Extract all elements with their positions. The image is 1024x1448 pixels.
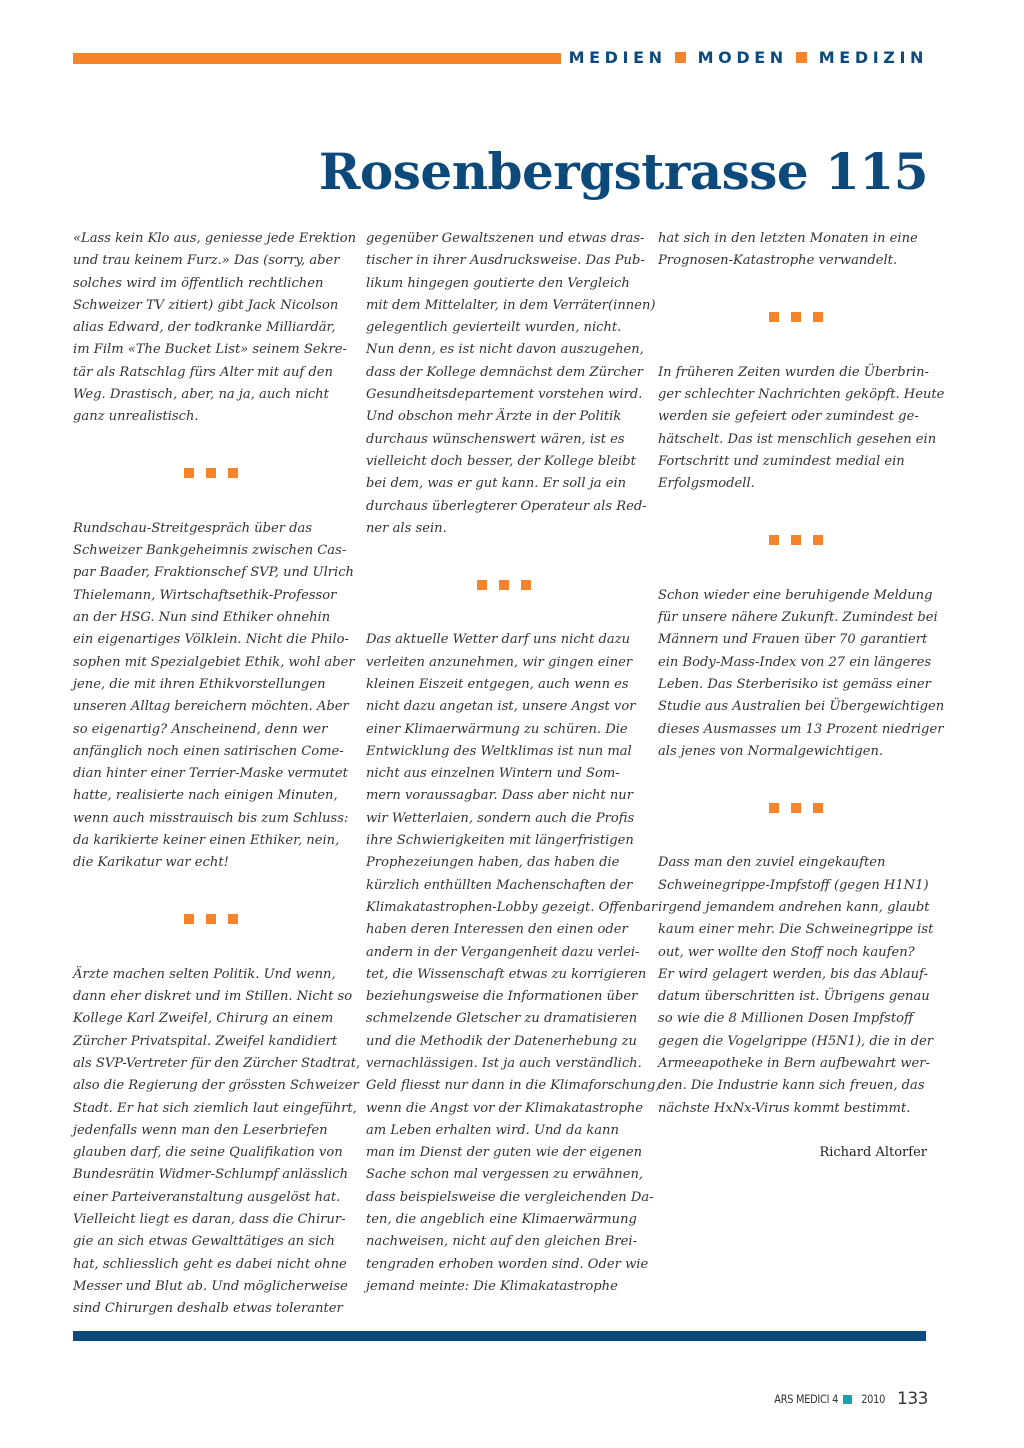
text-line: an der HSG. Nun sind Ethiker ohnehin — [73, 610, 331, 626]
paragraph — [658, 362, 945, 496]
text-line: Ärzte machen selten Politik. Und wenn, — [73, 966, 336, 982]
section-header — [569, 48, 928, 67]
text-line: werden sie gefeiert oder zumindest ge- — [658, 409, 919, 425]
text-line: kleinen Eiszeit entgegen, auch wenn es — [366, 676, 629, 692]
text-line: In früheren Zeiten wurden die Überbrin- — [658, 364, 929, 380]
text-line: hätschelt. Das ist menschlich gesehen ein — [658, 431, 937, 447]
section-divider — [366, 540, 641, 629]
page-footer — [763, 1389, 928, 1409]
paragraph — [658, 585, 945, 763]
text-line: Schweinegrippe-Impfstoff (gegen H1N1) — [658, 877, 929, 893]
text-line: als jenes von Normalgewichtigen. — [658, 743, 884, 759]
text-line: Er wird gelagert werden, bis das Ablauf- — [658, 966, 928, 982]
paragraph — [73, 518, 355, 875]
text-line: im Film «The Bucket List» seinem Sekre- — [73, 342, 347, 358]
text-line: jedenfalls wenn man den Leserbriefen — [73, 1122, 328, 1138]
text-line: Vielleicht liegt es daran, dass die Chirur- — [73, 1212, 346, 1228]
text-line: durchaus überlegterer Operateur als Red- — [366, 498, 647, 514]
footer-year: 2010 — [861, 1392, 886, 1406]
divider-square-icon — [769, 535, 779, 545]
column-3 — [658, 228, 945, 1164]
text-line: da karikierte keiner einen Ethiker, nein, — [73, 833, 340, 849]
text-line: Schweizer TV zitiert) gibt Jack Nicolson — [73, 297, 339, 313]
top-accent-bar — [73, 53, 561, 64]
text-line: sophen mit Spezialgebiet Ethik, wohl aber — [73, 654, 355, 670]
text-line: gelegentlich gevierteilt wurden, nicht. — [366, 320, 622, 336]
text-line: nicht aus einzelnen Wintern und Som- — [366, 766, 620, 782]
text-line: und trau keinem Furz.» Das (sorry, aber — [73, 253, 340, 269]
text-line: tengraden erhoben worden sind. Oder wie — [366, 1256, 649, 1272]
paragraph — [73, 228, 357, 429]
text-line: also die Regierung der grössten Schweizer — [73, 1078, 359, 1094]
text-line: Prognosen-Katastrophe verwandelt. — [658, 253, 898, 269]
text-line: am Leben erhalten wird. Und da kann — [366, 1122, 619, 1138]
text-line: wenn auch misstrauisch bis zum Schluss: — [73, 810, 349, 826]
author-name: Richard Altorfer — [819, 1145, 927, 1161]
text-line: einer Parteiveranstaltung ausgelöst hat. — [73, 1189, 341, 1205]
section-divider — [73, 875, 348, 964]
text-line: likum hingegen goutierte den Vergleich — [366, 275, 630, 291]
text-line: als SVP-Vertreter für den Zürcher Stadtrat, — [73, 1055, 361, 1071]
divider-square-icon — [499, 580, 509, 590]
text-line: und die Methodik der Datenerhebung zu — [366, 1033, 637, 1049]
text-line: unseren Alltag bereichern möchten. Aber — [73, 699, 349, 715]
text-line: so wie die 8 Millionen Dosen Impfstoff — [658, 1011, 914, 1027]
text-line: Zürcher Privatspital. Zweifel kandidiert — [73, 1033, 338, 1049]
text-line: nächste HxNx-Virus kommt bestimmt. — [658, 1100, 911, 1116]
text-line: Sache schon mal vergessen zu erwähnen, — [366, 1167, 644, 1183]
text-line: gegenüber Gewaltszenen und etwas dras- — [366, 231, 645, 246]
text-line: bei dem, was er gut kann. Er soll ja ein — [366, 476, 627, 492]
divider-square-icon — [184, 468, 194, 478]
text-line: haben deren Interessen den einen oder — [366, 922, 628, 938]
paragraph — [366, 228, 656, 540]
divider-square-icon — [769, 803, 779, 813]
text-line: irgend jemandem andrehen kann, glaubt — [658, 899, 930, 915]
section-divider — [658, 496, 933, 585]
text-line: solches wird im öffentlich rechtlichen — [73, 275, 324, 291]
divider-square-icon — [813, 312, 823, 322]
text-line: Weg. Drastisch, aber, na ja, auch nicht — [73, 387, 329, 403]
section-medizin: MEDIZIN — [818, 48, 928, 67]
section-divider — [658, 273, 933, 362]
text-line: ger schlechter Nachrichten geköpft. Heute — [658, 387, 945, 403]
text-line: gegen die Vogelgrippe (H5N1), die in der — [658, 1033, 934, 1049]
paragraph — [658, 228, 933, 273]
text-line: out, wer wollte den Stoff noch kaufen? — [658, 944, 915, 960]
text-line: man im Dienst der guten wie der eigenen — [366, 1145, 643, 1161]
paragraph — [366, 629, 660, 1298]
text-line: mit dem Mittelalter, in dem Verräter(innen) — [366, 297, 656, 313]
text-line: Nun denn, es ist nicht davon auszugehen, — [366, 342, 644, 358]
text-line: Kollege Karl Zweifel, Chirurg an einem — [73, 1011, 334, 1027]
text-line: vernachlässigen. Ist ja auch verständlich. — [366, 1055, 642, 1071]
text-line: andern in der Vergangenheit dazu verlei- — [366, 944, 640, 960]
section-moden: MODEN — [697, 48, 788, 67]
divider-square-icon — [791, 535, 801, 545]
text-line: Und obschon mehr Ärzte in der Politik — [366, 409, 622, 425]
text-line: dian hinter einer Terrier-Maske vermutet — [73, 766, 348, 782]
footer-square — [843, 1395, 852, 1404]
text-line: Gesundheitsdepartement vorstehen wird. — [366, 387, 643, 403]
bottom-rule — [73, 1331, 926, 1341]
divider-square-icon — [791, 803, 801, 813]
text-line: vielleicht doch besser, der Kollege bleibt — [366, 453, 636, 469]
text-line: jene, die mit ihren Ethikvorstellungen — [73, 676, 326, 692]
text-line: «Lass kein Klo aus, geniesse jede Erektion — [73, 231, 357, 246]
text-line: Das aktuelle Wetter darf uns nicht dazu — [366, 632, 631, 648]
text-line: hat, schliesslich geht es dabei nicht ohne — [73, 1256, 347, 1272]
divider-square-icon — [228, 914, 238, 924]
paragraph — [658, 852, 933, 1120]
text-line: schmelzende Gletscher zu dramatisieren — [366, 1011, 638, 1027]
text-line: ten, die angeblich eine Klimaerwärmung — [366, 1212, 637, 1228]
text-line: Fortschritt und zumindest medial ein — [658, 453, 905, 469]
text-line: die Karikatur war echt! — [73, 855, 229, 871]
text-line: Geld fliesst nur dann in die Klimaforschung, — [366, 1078, 660, 1094]
text-line: Studie aus Australien bei Übergewichtigen — [658, 699, 945, 715]
section-divider — [658, 763, 933, 852]
divider-square-icon — [206, 468, 216, 478]
text-line: Dass man den zuviel eingekauften — [658, 855, 886, 871]
footer-magazine: ARS MEDICI 4 — [774, 1392, 838, 1406]
divider-square-icon — [521, 580, 531, 590]
text-line: nicht dazu angetan ist, unsere Angst vor — [366, 699, 636, 715]
text-line: Männern und Frauen über 70 garantiert — [658, 632, 928, 648]
text-line: kaum einer mehr. Die Schweinegrippe ist — [658, 922, 934, 938]
text-line: Klimakatastrophen-Lobby gezeigt. Offenbar — [366, 899, 658, 915]
text-line: dann eher diskret und im Stillen. Nicht so — [73, 989, 353, 1005]
text-line: wir Wetterlaien, sondern auch die Profis — [366, 810, 635, 826]
text-line: durchaus wünschenswert wären, ist es — [366, 431, 625, 447]
text-line: Armeeapotheke in Bern aufbewahrt wer- — [658, 1055, 930, 1071]
text-line: glauben darf, die seine Qualifikation von — [73, 1145, 343, 1161]
text-line: alias Edward, der todkranke Milliardär, — [73, 320, 336, 336]
text-line: Leben. Das Sterberisiko ist gemäss einer — [658, 676, 931, 692]
section-medien: MEDIEN — [568, 48, 667, 67]
page-title: Rosenbergstrasse 115 — [318, 141, 928, 201]
text-line: kürzlich enthüllten Machenschaften der — [366, 877, 633, 893]
divider-square-icon — [791, 312, 801, 322]
paragraph — [73, 964, 361, 1321]
text-line: jemand meinte: Die Klimakatastrophe — [366, 1278, 618, 1294]
text-line: Thielemann, Wirtschaftsethik-Professor — [73, 587, 337, 603]
section-separator-square — [796, 52, 807, 63]
text-line: verleiten anzunehmen, wir gingen einer — [366, 654, 633, 670]
text-line: ihre Schwierigkeiten mit längerfristigen — [366, 833, 634, 849]
text-line: dass der Kollege demnächst dem Zürcher — [366, 364, 644, 380]
divider-square-icon — [228, 468, 238, 478]
divider-square-icon — [769, 312, 779, 322]
text-line: tischer in ihrer Ausdrucksweise. Das Pub- — [366, 253, 645, 269]
text-line: Prophezeiungen haben, das haben die — [366, 855, 620, 871]
text-line: tet, die Wissenschaft etwas zu korrigieren — [366, 966, 647, 982]
section-separator-square — [675, 52, 686, 63]
text-line: anfänglich noch einen satirischen Come- — [73, 743, 344, 759]
text-line: hat sich in den letzten Monaten in eine — [658, 231, 918, 246]
text-line: tär als Ratschlag fürs Alter mit auf den — [73, 364, 333, 380]
text-line: Schon wieder eine beruhigende Meldung — [658, 587, 933, 603]
text-line: den. Die Industrie kann sich freuen, das — [658, 1078, 925, 1094]
section-divider — [73, 429, 348, 518]
text-line: einer Klimaerwärmung zu schüren. Die — [366, 721, 628, 737]
text-line: so eigenartig? Anscheinend, denn wer — [73, 721, 328, 737]
text-line: ein eigenartiges Völklein. Nicht die Philo- — [73, 632, 349, 648]
text-line: Erfolgsmodell. — [658, 476, 755, 492]
text-line: mern voraussagbar. Dass aber nicht nur — [366, 788, 633, 804]
text-line: ein Body-Mass-Index von 27 ein längeres — [658, 654, 932, 670]
divider-square-icon — [184, 914, 194, 924]
text-line: Rundschau-Streitgespräch über das — [73, 520, 313, 536]
text-line: Schweizer Bankgeheimnis zwischen Cas- — [73, 543, 347, 559]
text-line: sind Chirurgen deshalb etwas toleranter — [73, 1301, 343, 1317]
text-line: dass beispielsweise die vergleichenden Da- — [366, 1189, 654, 1205]
page-number: 133 — [897, 1389, 928, 1409]
text-line: für unsere nähere Zukunft. Zumindest bei — [658, 610, 938, 626]
column-1 — [73, 228, 361, 1321]
text-line: Stadt. Er hat sich ziemlich laut eingeführt, — [73, 1100, 357, 1116]
text-line: datum überschritten ist. Übrigens genau — [658, 989, 930, 1005]
text-line: ner als sein. — [366, 520, 447, 536]
text-line: nachweisen, nicht auf den gleichen Brei- — [366, 1234, 638, 1250]
text-line: wenn die Angst vor der Klimakatastrophe — [366, 1100, 644, 1116]
divider-square-icon — [813, 535, 823, 545]
column-2 — [366, 228, 660, 1298]
text-line: Entwicklung des Weltklimas ist nun mal — [366, 743, 632, 759]
divider-square-icon — [477, 580, 487, 590]
text-line: Messer und Blut ab. Und möglicherweise — [73, 1278, 348, 1294]
text-line: dieses Ausmasses um 13 Prozent niedriger — [658, 721, 944, 737]
divider-square-icon — [813, 803, 823, 813]
divider-square-icon — [206, 914, 216, 924]
text-line: hatte, realisierte nach einigen Minuten, — [73, 788, 338, 804]
text-line: par Baader, Fraktionschef SVP, und Ulrich — [73, 565, 354, 581]
text-line: Bundesrätin Widmer-Schlumpf anlässlich — [73, 1167, 349, 1183]
text-line: ganz unrealistisch. — [73, 409, 199, 425]
text-line: beziehungsweise die Informationen über — [366, 989, 638, 1005]
text-line: gie an sich etwas Gewalttätiges an sich — [73, 1234, 335, 1250]
